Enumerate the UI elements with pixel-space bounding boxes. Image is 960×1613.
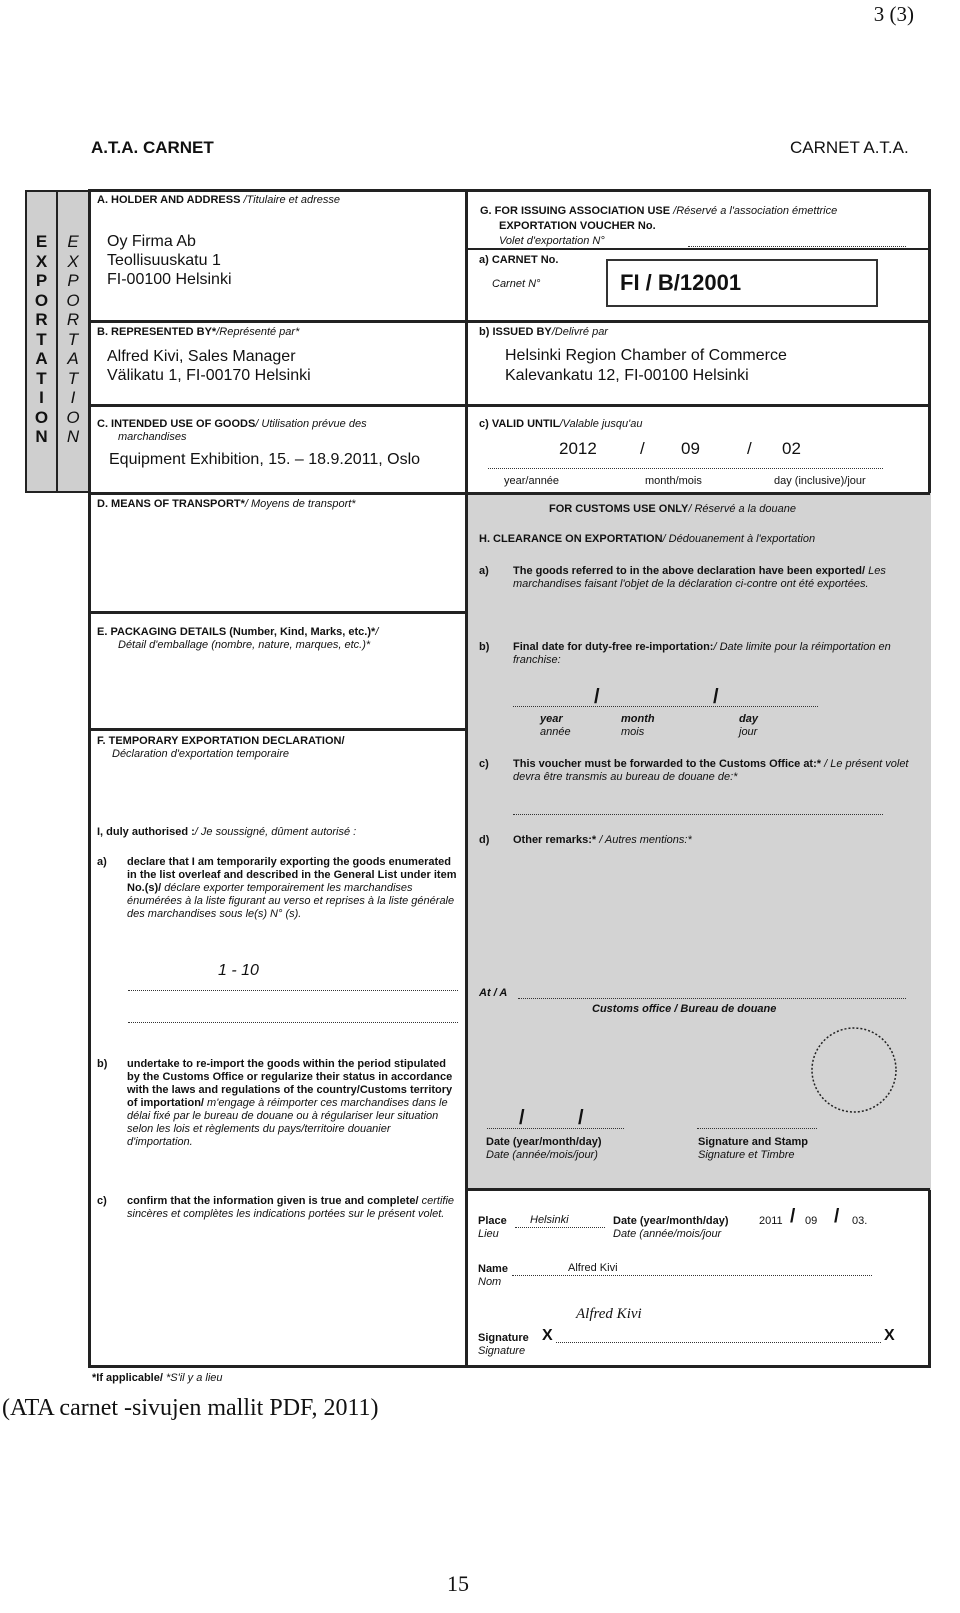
dotted-line [513, 706, 818, 707]
issuer [505, 346, 787, 386]
signature-x-right: X [884, 1327, 895, 1344]
date-slash: / [578, 1107, 584, 1129]
at-label: At / A [479, 987, 508, 999]
holder-address [107, 232, 232, 289]
side-letter: I [70, 388, 76, 407]
declaration-intro: I, duly authorised :/ Je soussigné, dûment autorisé : [97, 826, 357, 838]
page-number-bottom: 15 [447, 1571, 469, 1596]
dotted-line [518, 998, 906, 999]
signing-year: 2011 [759, 1215, 783, 1227]
h-b-marker: b) [479, 641, 490, 653]
side-letter: T [67, 329, 79, 349]
date-slash: / [713, 686, 719, 708]
section-d-label: D. MEANS OF TRANSPORT*/ Moyens de transport* [97, 498, 356, 510]
carnet-title-fr: CARNET A.T.A. [790, 138, 909, 157]
valid-until-label: c) VALID UNTIL/Valable jusqu'au [479, 418, 643, 430]
h-d-marker: d) [479, 834, 490, 846]
decl-a-marker: a) [97, 856, 107, 868]
stamp-circle-icon [808, 1024, 900, 1116]
signature-label: Signature Signature [478, 1332, 529, 1357]
side-letter: N [35, 427, 48, 446]
side-letter: R [35, 310, 48, 329]
decl-b-marker: b) [97, 1058, 108, 1070]
side-strip-bold [25, 190, 58, 493]
valid-day-label: day (inclusive)/jour [774, 475, 866, 487]
valid-year: 2012 [559, 439, 597, 458]
dotted-line [515, 1227, 605, 1228]
side-letter: O [66, 407, 80, 427]
side-letter: A [35, 349, 48, 368]
voucher-label-fr: Volet d'exportation N° [499, 235, 605, 247]
decl-a-text: declare that I am temporarily exporting the goods enumerated in the list overleaf and described in the General List under item No.(s)/ déclare exporter temporairement les marchandises énumérées à la liste figurant au verso et reprises à la liste générale des marchandises sous le(s) N° (s). [127, 856, 457, 920]
h-b-text: Final date for duty-free re-importation:/ Date limite pour la réimportation en franchise: [513, 641, 891, 666]
name-label: Name Nom [478, 1263, 508, 1288]
dotted-line [688, 246, 906, 247]
carnet-no-label-fr: Carnet N° [492, 278, 541, 290]
side-letter: O [66, 290, 80, 310]
carnet-no-box [606, 259, 878, 307]
carnet-no-label: a) CARNET No. [479, 254, 559, 266]
side-letter: O [34, 290, 49, 310]
represented-by [107, 347, 311, 385]
place-value: Helsinki [530, 1214, 569, 1226]
holder-line: FI-00100 Helsinki [107, 271, 232, 288]
item-numbers: 1 - 10 [218, 962, 259, 979]
decl-c-text: confirm that the information given is true and complete/ certifie sincères et complètes les indications portées sur le présent volet. [127, 1195, 455, 1220]
voucher-label: EXPORTATION VOUCHER No. [499, 220, 656, 232]
dotted-line [488, 468, 883, 469]
valid-year-label: year/année [504, 475, 560, 487]
customs-office-label: Customs office / Bureau de douane [592, 1003, 777, 1015]
section-b-label: B. REPRESENTED BY*/Représenté par* [97, 326, 300, 338]
customs-only-label: FOR CUSTOMS USE ONLY/ Réservé a la douane [549, 503, 796, 515]
caption: (ATA carnet -sivujen mallit PDF, 2011) [2, 1395, 379, 1421]
divider [88, 320, 930, 323]
side-letter: X [35, 251, 48, 271]
handwritten-signature: Alfred Kivi [576, 1306, 642, 1322]
valid-sep: / [640, 439, 645, 458]
side-letter: A [67, 349, 79, 368]
represented-line: Alfred Kivi, Sales Manager [107, 348, 296, 365]
divider [468, 248, 930, 250]
signing-month: 09 [805, 1215, 818, 1227]
signing-date-label: Date (year/month/day) Date (année/mois/jour [613, 1215, 729, 1240]
signing-day: 03. [852, 1215, 868, 1227]
valid-month: 09 [681, 439, 700, 458]
section-h-label: H. CLEARANCE ON EXPORTATION/ Dédouanement à l'exportation [479, 533, 816, 545]
h-month-label: month mois [621, 713, 655, 738]
side-letter: P [67, 271, 79, 290]
dotted-line [128, 990, 458, 991]
divider [88, 492, 930, 495]
dotted-line [512, 1275, 872, 1276]
date-slash: / [790, 1206, 796, 1227]
dotted-line [487, 1128, 624, 1129]
h-c-marker: c) [479, 758, 489, 770]
side-letter: E [35, 232, 48, 251]
side-letter: X [67, 251, 79, 271]
carnet-number: FI / B/12001 [620, 270, 742, 295]
h-day-label: day jour [739, 713, 758, 738]
h-year-label: year année [540, 713, 571, 738]
side-letter: E [67, 232, 79, 251]
side-strip-italic [58, 190, 90, 493]
section-c-label: C. INTENDED USE OF GOODS/ Utilisation prévue des marchandises [97, 418, 367, 443]
valid-sep: / [747, 439, 752, 458]
signature-x-left: X [542, 1327, 553, 1344]
name-value: Alfred Kivi [568, 1262, 618, 1274]
customs-signature-label: Signature and Stamp Signature et Timbre [698, 1136, 809, 1161]
section-e-label: E. PACKAGING DETAILS (Number, Kind, Marks, etc.)*/ Détail d'emballage (nombre, nature, marques, etc.)* [97, 626, 379, 651]
issuer-line: Kalevankatu 12, FI-00100 Helsinki [505, 367, 749, 384]
divider [88, 728, 468, 731]
section-a-label: A. HOLDER AND ADDRESS /Titulaire et adresse [97, 194, 340, 206]
holder-line: Oy Firma Ab [107, 233, 196, 250]
issued-by-label: b) ISSUED BY/Delivré par [479, 326, 608, 338]
divider [88, 404, 930, 407]
side-letter: T [67, 368, 79, 388]
dotted-line [697, 1128, 817, 1129]
date-slash: / [834, 1206, 840, 1227]
carnet-title-en: A.T.A. CARNET [91, 138, 214, 157]
dotted-line [128, 1022, 458, 1023]
side-letter: P [35, 271, 48, 290]
page-number-top: 3 (3) [873, 2, 914, 26]
represented-line: Välikatu 1, FI-00170 Helsinki [107, 367, 311, 384]
side-letter: O [34, 407, 49, 427]
valid-month-label: month/mois [645, 475, 702, 487]
side-letter: N [66, 427, 80, 446]
customs-date-label: Date (year/month/day) Date (année/mois/jour) [486, 1136, 602, 1161]
h-c-text: This voucher must be forwarded to the Customs Office at:* / Le présent volet devra être transmis au bureau de douane de:* [513, 758, 909, 783]
side-letter: I [39, 388, 44, 407]
divider [88, 611, 468, 614]
valid-day: 02 [782, 439, 801, 458]
dotted-line [556, 1342, 881, 1343]
section-f-label: F. TEMPORARY EXPORTATION DECLARATION/ Déclaration d'exportation temporaire [97, 735, 345, 760]
decl-c-marker: c) [97, 1195, 107, 1207]
side-letter: T [36, 368, 47, 388]
issuer-line: Helsinki Region Chamber of Commerce [505, 347, 787, 364]
h-d-text: Other remarks:* / Autres mentions:* [513, 834, 692, 846]
footnote: *If applicable/ *S'il y a lieu [92, 1372, 223, 1384]
section-g-label: G. FOR ISSUING ASSOCIATION USE /Réservé a l'association émettrice [480, 205, 838, 217]
h-a-text: The goods referred to in the above declaration have been exported/ Les marchandises faisant l'objet de la déclaration ci-contre ont été exportées. [513, 565, 886, 590]
side-letter: T [36, 329, 47, 349]
dotted-line [513, 814, 883, 815]
h-a-marker: a) [479, 565, 489, 577]
date-slash: / [594, 686, 600, 708]
divider [468, 1188, 930, 1191]
intended-use: Equipment Exhibition, 15. – 18.9.2011, Oslo [109, 451, 421, 468]
decl-b-text: undertake to re-import the goods within the period stipulated by the Customs Office or regularize their status in accordance with the laws and regulations of the country/Customs territory of importation/ m'engage à réimporter ces marchandises dans le délai fixé par le bureau de douane ou à régulariser leur situation selon les lois et règlements du pays/territoire douanier d'importation. [127, 1058, 453, 1148]
date-slash: / [519, 1107, 525, 1129]
side-letter: R [66, 310, 80, 329]
place-label: Place Lieu [478, 1215, 507, 1240]
holder-line: Teollisuuskatu 1 [107, 252, 221, 269]
